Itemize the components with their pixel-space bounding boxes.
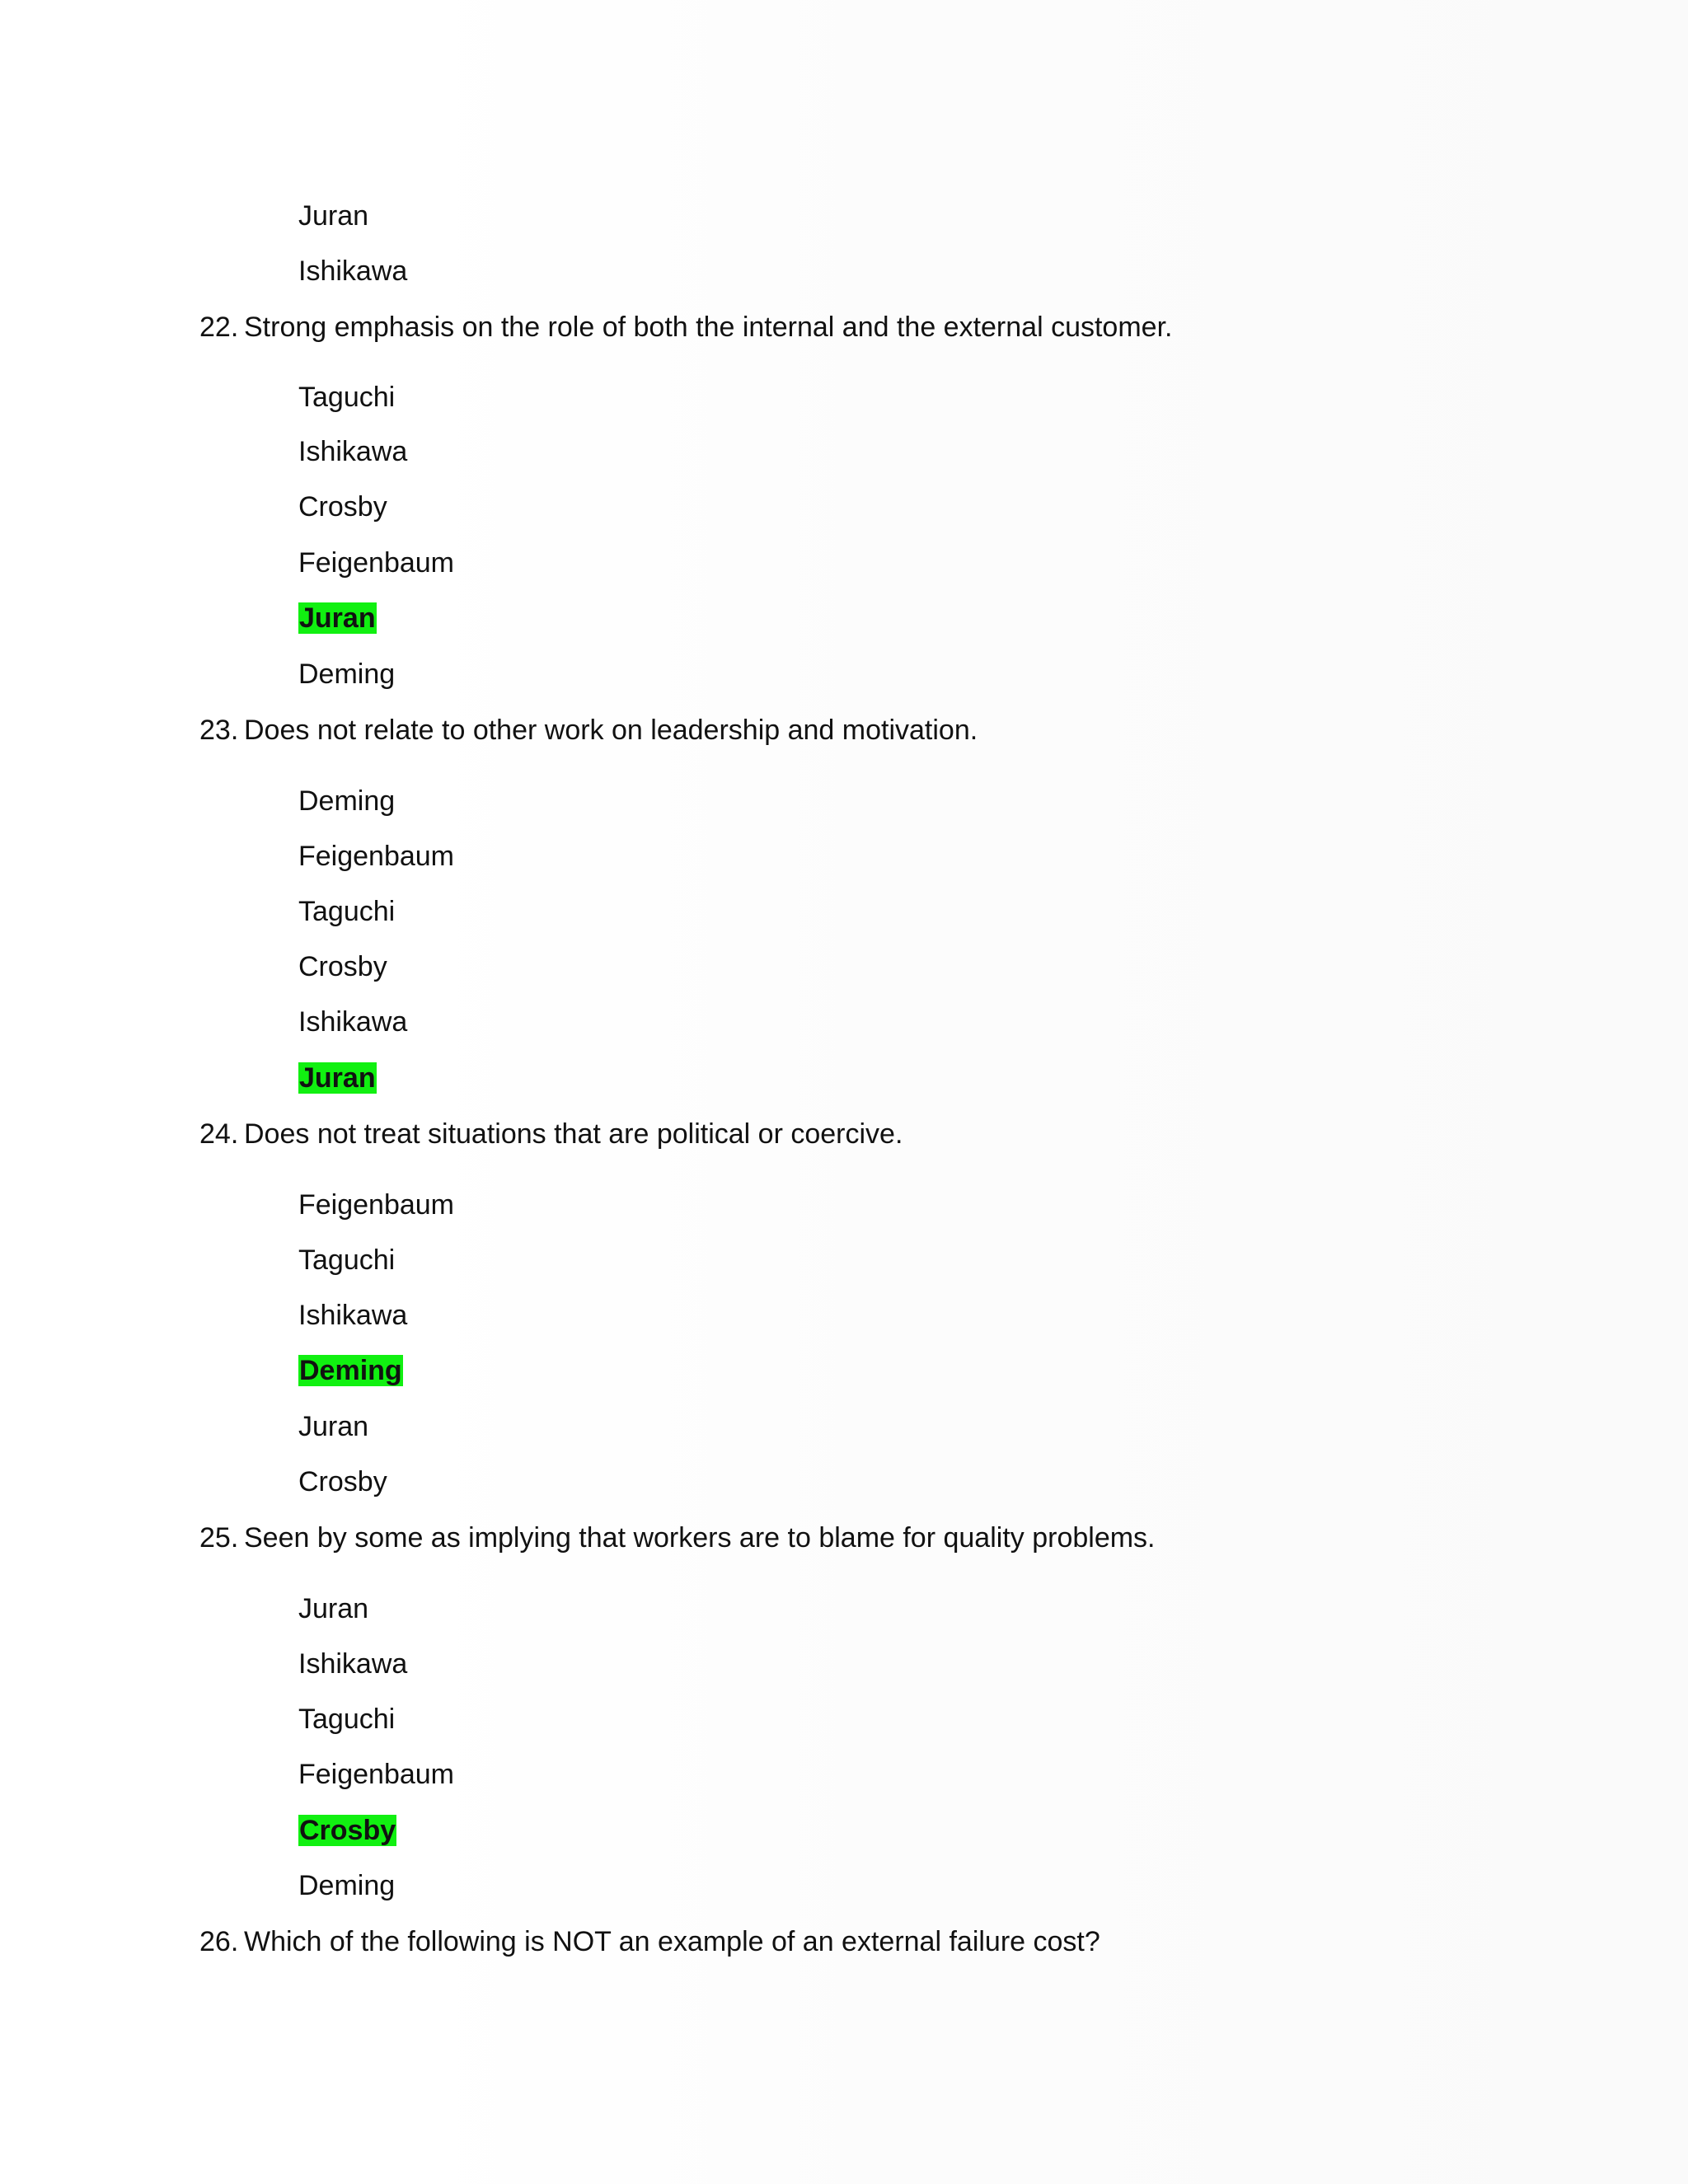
option-deming [298,656,395,692]
question-25 [199,1520,1156,1556]
option-juran-answer [298,600,377,636]
option-taguchi [298,379,395,415]
option-ishikawa [298,1297,407,1333]
option-taguchi [298,893,395,930]
question-text: Which of the following is NOT an example of an external failure cost? [244,1926,1100,1957]
highlighted-answer: Juran [299,602,376,634]
option-crosby [298,489,387,525]
option-label: Feigenbaum [298,1759,455,1790]
question-26 [199,1924,1100,1960]
option-label: Crosby [298,1466,387,1497]
option-juran [298,1408,368,1445]
option-crosby [298,949,387,985]
option-taguchi [298,1701,395,1737]
option-feigenbaum [298,545,454,581]
option-label: Deming [298,785,396,817]
option-label: Crosby [298,491,387,523]
option-label: Ishikawa [298,1648,408,1680]
question-number: 23. [199,715,239,746]
option-deming-answer [298,1352,403,1389]
option-label: Taguchi [298,382,396,413]
option-label: Taguchi [298,1244,396,1276]
option-label: Crosby [298,951,387,982]
question-23 [199,712,978,748]
option-label: Ishikawa [298,436,408,467]
option-label: Taguchi [298,896,396,927]
option-label: Ishikawa [298,255,408,287]
option-label: Feigenbaum [298,547,455,579]
option-label: Juran [298,1593,369,1624]
option-ishikawa [298,1646,407,1682]
question-number: 25. [199,1522,239,1554]
option-label: Feigenbaum [298,841,455,872]
option-feigenbaum [298,1756,454,1793]
option-label: Feigenbaum [298,1189,455,1221]
question-number: 22. [199,312,239,343]
option-feigenbaum [298,1187,454,1223]
option-crosby-answer [298,1812,396,1849]
option-ishikawa [298,434,407,470]
question-number: 24. [199,1118,239,1150]
option-juran [298,1591,368,1627]
option-juran-answer [298,1060,377,1096]
option-label: Juran [298,200,369,232]
option-juran [298,198,368,234]
option-ishikawa [298,253,407,289]
option-label: Deming [298,1870,396,1901]
question-number: 26. [199,1926,239,1957]
question-24 [199,1116,903,1152]
option-feigenbaum [298,838,454,874]
highlighted-answer: Juran [299,1062,376,1094]
option-deming [298,783,395,819]
option-label: Ishikawa [298,1300,408,1331]
option-label: Ishikawa [298,1006,408,1038]
option-deming [298,1868,395,1904]
option-label: Deming [298,658,396,690]
option-label: Juran [298,1411,369,1442]
option-ishikawa [298,1004,407,1040]
highlighted-answer: Deming [299,1355,402,1386]
question-text: Does not treat situations that are political or coercive. [244,1118,903,1150]
option-taguchi [298,1242,395,1278]
option-label: Taguchi [298,1704,396,1735]
question-text: Does not relate to other work on leadership and motivation. [244,715,978,746]
highlighted-answer: Crosby [299,1815,396,1846]
question-22 [199,309,1172,345]
option-crosby [298,1464,387,1500]
question-text: Seen by some as implying that workers are to blame for quality problems. [244,1522,1156,1554]
question-text: Strong emphasis on the role of both the internal and the external customer. [244,312,1173,343]
